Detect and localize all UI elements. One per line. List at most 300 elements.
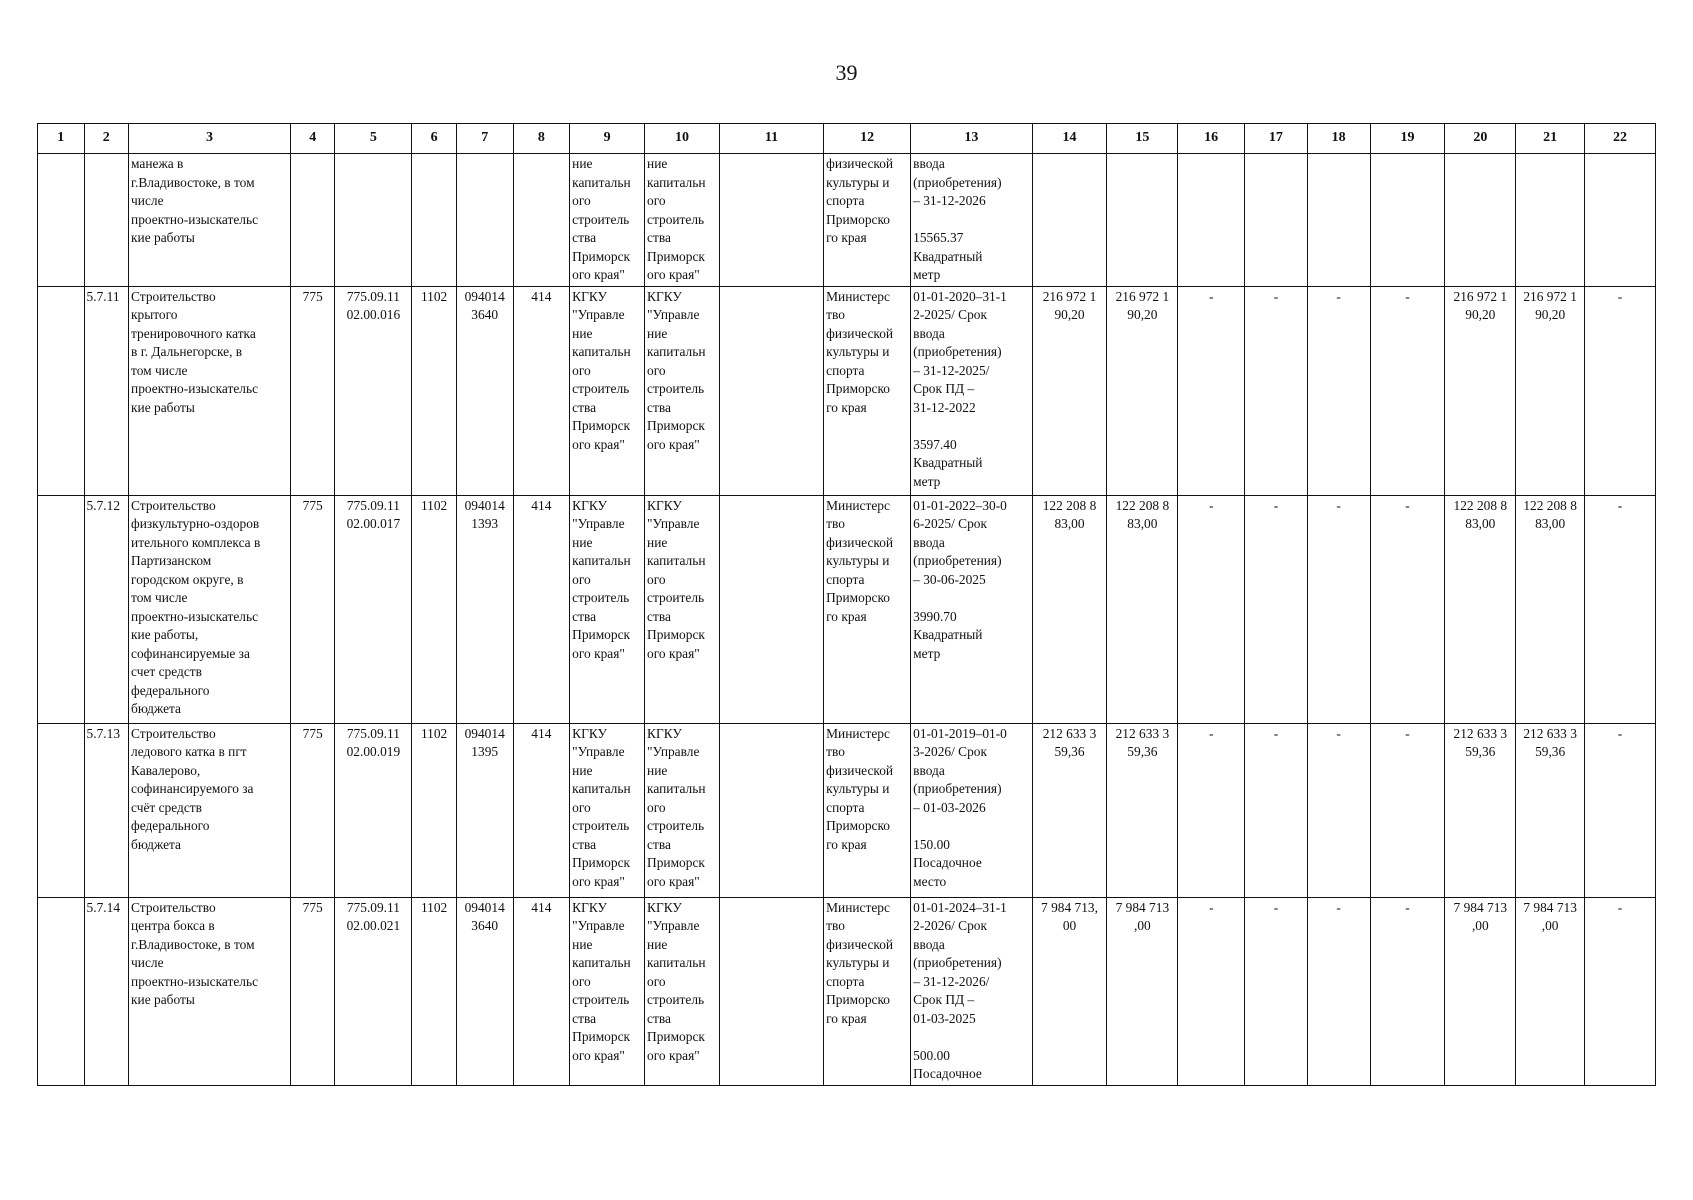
- cell-line: [459, 174, 511, 193]
- cell-line: тво: [826, 307, 845, 322]
- cell-line: Приморск: [647, 418, 705, 433]
- cell-col-8: [513, 154, 570, 287]
- col-header: 4: [290, 124, 335, 154]
- cell-line: 7 984 713: [1115, 899, 1170, 915]
- cell-line: 775.09.11: [346, 899, 400, 915]
- cell-line: 775.09.11: [346, 497, 400, 513]
- cell-line: Министерс: [826, 899, 890, 915]
- cell-col-16: -: [1178, 897, 1245, 1085]
- cell-line: "Управле: [647, 744, 700, 759]
- cell-line: "Управле: [647, 918, 700, 933]
- cell-col-1: [38, 495, 85, 723]
- cell-line: КГКУ: [572, 899, 607, 915]
- cell-line: Посадочное: [913, 855, 982, 870]
- cell-col-10: [645, 723, 720, 897]
- budget-table: [37, 123, 1656, 1086]
- cell-col-22: [1585, 154, 1656, 287]
- cell-col-5: [335, 495, 412, 723]
- cell-line: Министерс: [826, 288, 890, 304]
- cell-line: бюджета: [131, 836, 181, 852]
- cell-line: кие работы,: [131, 627, 199, 642]
- cell-col-20: [1445, 286, 1516, 495]
- cell-line: [913, 417, 1029, 436]
- cell-line: – 31-12-2025/: [913, 362, 990, 378]
- cell-line: 3640: [471, 307, 499, 322]
- cell-col-7: [456, 154, 513, 287]
- cell-line: физической: [826, 325, 894, 341]
- col-header: 11: [719, 124, 823, 154]
- cell-line: капитальн: [647, 553, 706, 568]
- cell-col-11: [719, 723, 823, 897]
- cell-line: 212 633 3: [1042, 725, 1097, 741]
- cell-line: 775.09.11: [346, 725, 400, 741]
- cell-col-14: [1032, 286, 1107, 495]
- cell-line: ого края": [647, 645, 700, 661]
- cell-line: физкультурно-оздоров: [131, 516, 260, 531]
- cell-line: ства: [647, 399, 671, 415]
- col-header: 13: [911, 124, 1032, 154]
- cell-line: 216 972 1: [1453, 288, 1508, 304]
- cell-line: спорта: [826, 799, 865, 815]
- cell-line: Приморско: [826, 381, 891, 396]
- cell-line: ого: [572, 973, 591, 989]
- cell-col-15: [1107, 723, 1178, 897]
- cell-col-19: [1370, 154, 1445, 287]
- cell-line: [913, 211, 1029, 230]
- cell-line: строитель: [647, 992, 705, 1007]
- col-header: 22: [1585, 124, 1656, 154]
- cell-col-13: [911, 723, 1032, 897]
- cell-col-8: 414: [513, 897, 570, 1085]
- cell-line: ого края": [572, 645, 625, 661]
- cell-line: ние: [572, 534, 593, 550]
- cell-line: ,00: [1541, 918, 1559, 933]
- cell-line: (приобретения): [913, 955, 1002, 970]
- cell-line: ого: [572, 193, 591, 208]
- cell-line: капитальн: [647, 955, 706, 970]
- cell-line: Кавалерово,: [131, 762, 201, 778]
- col-header: 1: [38, 124, 85, 154]
- cell-col-21: [1516, 495, 1585, 723]
- cell-col-15: [1107, 286, 1178, 495]
- cell-line: [1109, 155, 1175, 174]
- cell-line: капитальн: [572, 344, 631, 359]
- cell-line: 7 984 713: [1523, 899, 1577, 915]
- cell-line: [459, 155, 511, 174]
- cell-col-19: -: [1370, 286, 1445, 495]
- cell-line: 122 208 8: [1453, 497, 1508, 513]
- cell-col-9: [570, 495, 645, 723]
- cell-line: ства: [572, 836, 597, 852]
- col-header: 12: [824, 124, 911, 154]
- cell-col-18: -: [1307, 286, 1370, 495]
- cell-col-19: -: [1370, 897, 1445, 1085]
- cell-line: 90,20: [1054, 307, 1085, 322]
- cell-line: Приморск: [647, 1029, 705, 1044]
- cell-line: 094014: [464, 288, 505, 304]
- table-row: [38, 286, 1656, 495]
- cell-line: капитальн: [647, 174, 706, 190]
- cell-line: 01-01-2022–30-0: [913, 497, 1007, 513]
- cell-line: Приморск: [572, 418, 631, 433]
- cell-col-20: [1445, 897, 1516, 1085]
- cell-col-21: [1516, 723, 1585, 897]
- cell-col-13: [911, 897, 1032, 1085]
- cell-line: 59,36: [1127, 744, 1158, 759]
- cell-line: ого края": [572, 267, 625, 282]
- cell-col-11: [719, 495, 823, 723]
- col-header: 10: [645, 124, 720, 154]
- cell-line: го края: [826, 399, 867, 415]
- cell-line: КГКУ: [572, 288, 607, 304]
- cell-col-12: [824, 897, 911, 1085]
- cell-col-3: [129, 154, 291, 287]
- cell-line: 1393: [471, 516, 499, 531]
- cell-col-17: -: [1245, 723, 1308, 897]
- cell-col-19: -: [1370, 495, 1445, 723]
- cell-line: 7 984 713,: [1041, 899, 1098, 915]
- header-row: [38, 124, 1656, 154]
- cell-col-16: -: [1178, 723, 1245, 897]
- cell-line: 212 633 3: [1115, 725, 1170, 741]
- cell-line: Срок ПД –: [913, 992, 975, 1007]
- cell-line: метр: [913, 473, 941, 489]
- cell-line: 90,20: [1465, 307, 1496, 322]
- cell-col-16: -: [1178, 495, 1245, 723]
- cell-line: [913, 589, 1029, 608]
- col-header: 5: [335, 124, 412, 154]
- cell-col-13: [911, 495, 1032, 723]
- cell-col-1: [38, 286, 85, 495]
- cell-line: Министерс: [826, 725, 890, 741]
- cell-line: (приобретения): [913, 344, 1002, 359]
- cell-col-10: [645, 154, 720, 287]
- cell-line: 212 633 3: [1453, 725, 1508, 741]
- cell-line: физической: [826, 936, 894, 952]
- cell-line: 83,00: [1465, 516, 1496, 531]
- cell-col-15: [1107, 495, 1178, 723]
- cell-col-4: 775: [290, 897, 335, 1085]
- page-number: 39: [835, 60, 858, 85]
- cell-col-18: -: [1307, 723, 1370, 897]
- cell-col-14: [1032, 897, 1107, 1085]
- cell-col-2: 5.7.12: [84, 495, 129, 723]
- cell-line: спорта: [826, 193, 865, 208]
- cell-line: ства: [647, 1010, 671, 1026]
- col-header: 7: [456, 124, 513, 154]
- cell-col-2: 5.7.11: [84, 286, 129, 495]
- cell-line: "Управле: [572, 516, 625, 531]
- cell-col-20: [1445, 723, 1516, 897]
- cell-line: [1035, 155, 1105, 174]
- cell-line: 3990.70: [913, 608, 957, 624]
- cell-line: ительного комплекса в: [131, 534, 261, 550]
- cell-line: (приобретения): [913, 174, 1002, 190]
- cell-line: ого: [647, 571, 666, 587]
- cell-col-18: -: [1307, 495, 1370, 723]
- col-header: 18: [1307, 124, 1370, 154]
- cell-col-12: [824, 286, 911, 495]
- col-header: 17: [1245, 124, 1308, 154]
- cell-col-10: [645, 495, 720, 723]
- table-row: [38, 495, 1656, 723]
- cell-line: Приморск: [572, 855, 631, 870]
- cell-line: манежа в: [131, 156, 184, 171]
- cell-line: г.Владивостоке, в том: [131, 174, 255, 190]
- cell-line: 7 984 713: [1453, 899, 1508, 915]
- cell-line: кие работы: [131, 230, 195, 245]
- cell-line: городском округе, в: [131, 571, 244, 587]
- cell-line: Партизанском: [131, 553, 212, 568]
- cell-line: тво: [826, 516, 845, 531]
- cell-line: 2-2026/ Срок: [913, 918, 987, 933]
- cell-line: культуры и: [826, 781, 890, 796]
- cell-line: Приморско: [826, 818, 891, 833]
- cell-line: счёт средств: [131, 799, 202, 815]
- cell-col-13: [911, 154, 1032, 287]
- cell-col-16: -: [1178, 286, 1245, 495]
- cell-line: софинансируемые за: [131, 645, 250, 661]
- col-header: 9: [570, 124, 645, 154]
- cell-line: ввода: [913, 762, 945, 778]
- table-row: [38, 154, 1656, 287]
- cell-line: 83,00: [1535, 516, 1566, 531]
- cell-line: ,00: [1471, 918, 1489, 933]
- cell-line: строитель: [572, 211, 630, 227]
- cell-line: Приморск: [572, 1029, 631, 1044]
- cell-line: го края: [826, 836, 867, 852]
- cell-line: Приморск: [647, 855, 705, 870]
- cell-line: КГКУ: [647, 725, 682, 741]
- cell-line: КГКУ: [647, 288, 682, 304]
- cell-col-16: [1178, 154, 1245, 287]
- cell-line: проектно-изыскательс: [131, 211, 259, 227]
- cell-line: Строительство: [131, 497, 216, 513]
- cell-line: строитель: [572, 992, 630, 1007]
- cell-col-5: [335, 154, 412, 287]
- cell-line: 02.00.021: [346, 918, 401, 933]
- cell-col-2: 5.7.13: [84, 723, 129, 897]
- cell-line: КГКУ: [647, 899, 682, 915]
- cell-col-7: [456, 897, 513, 1085]
- col-header: 6: [412, 124, 457, 154]
- cell-line: ого края": [647, 873, 700, 889]
- cell-line: КГКУ: [572, 497, 607, 513]
- cell-col-8: 414: [513, 495, 570, 723]
- cell-col-12: [824, 723, 911, 897]
- cell-line: [337, 155, 409, 174]
- cell-col-10: [645, 286, 720, 495]
- cell-line: г.Владивостоке, в том: [131, 936, 255, 952]
- cell-line: Приморско: [826, 992, 891, 1007]
- cell-line: ние: [647, 534, 668, 550]
- table-row: [38, 723, 1656, 897]
- cell-line: Министерс: [826, 497, 890, 513]
- cell-line: 3-2026/ Срок: [913, 744, 987, 759]
- cell-col-18: [1307, 154, 1370, 287]
- cell-line: ого края": [647, 436, 700, 452]
- cell-line: культуры и: [826, 344, 890, 359]
- cell-line: 02.00.017: [346, 516, 401, 531]
- cell-col-1: [38, 154, 85, 287]
- col-header: 3: [129, 124, 291, 154]
- cell-line: "Управле: [647, 516, 700, 531]
- cell-line: ввода: [913, 156, 945, 171]
- cell-line: ого: [572, 571, 591, 587]
- cell-line: строитель: [572, 590, 630, 605]
- cell-line: Квадратный: [913, 455, 983, 470]
- cell-col-7: [456, 723, 513, 897]
- cell-col-21: [1516, 154, 1585, 287]
- table-row: [38, 897, 1656, 1085]
- cell-line: числе: [131, 955, 164, 970]
- cell-line: ого: [647, 973, 666, 989]
- cell-col-4: 775: [290, 495, 335, 723]
- cell-line: ого края": [572, 436, 625, 452]
- cell-line: [337, 174, 409, 193]
- cell-line: 01-01-2019–01-0: [913, 725, 1007, 741]
- cell-line: центра бокса в: [131, 918, 215, 933]
- cell-line: том числе: [131, 362, 188, 378]
- cell-line: 216 972 1: [1115, 288, 1170, 304]
- cell-line: ства: [572, 608, 597, 624]
- cell-col-6: 1102: [412, 495, 457, 723]
- cell-line: ого: [572, 799, 591, 815]
- cell-line: федерального: [131, 818, 210, 833]
- cell-line: "Управле: [647, 307, 700, 322]
- cell-line: 02.00.019: [346, 744, 401, 759]
- cell-line: 2-2025/ Срок: [913, 307, 987, 322]
- cell-col-4: [290, 154, 335, 287]
- cell-line: строитель: [647, 590, 705, 605]
- cell-line: метр: [913, 267, 941, 282]
- cell-line: "Управле: [572, 307, 625, 322]
- cell-line: ние: [572, 325, 593, 341]
- cell-line: проектно-изыскательс: [131, 608, 259, 624]
- cell-line: 122 208 8: [1115, 497, 1170, 513]
- cell-line: Строительство: [131, 288, 216, 304]
- cell-line: Приморск: [572, 248, 631, 264]
- cell-line: – 31-12-2026: [913, 193, 986, 208]
- cell-line: ние: [647, 325, 668, 341]
- cell-line: 59,36: [1054, 744, 1085, 759]
- cell-line: 094014: [464, 497, 505, 513]
- cell-col-13: [911, 286, 1032, 495]
- cell-line: 500.00: [913, 1047, 950, 1063]
- cell-line: метр: [913, 645, 941, 661]
- cell-line: капитальн: [572, 553, 631, 568]
- cell-line: 150.00: [913, 836, 950, 852]
- cell-line: тренировочного катка: [131, 325, 256, 341]
- cell-col-22: -: [1585, 286, 1656, 495]
- cell-line: спорта: [826, 973, 865, 989]
- cell-line: проектно-изыскательс: [131, 381, 259, 396]
- cell-col-21: [1516, 286, 1585, 495]
- cell-line: [1447, 155, 1513, 174]
- cell-line: капитальн: [572, 174, 631, 190]
- cell-line: ства: [647, 608, 671, 624]
- cell-line: ние: [647, 936, 668, 952]
- cell-col-6: 1102: [412, 897, 457, 1085]
- cell-line: [1109, 174, 1175, 193]
- cell-col-2: [84, 154, 129, 287]
- cell-line: Приморск: [647, 627, 705, 642]
- cell-line: 122 208 8: [1042, 497, 1097, 513]
- cell-line: 83,00: [1054, 516, 1085, 531]
- cell-col-11: [719, 897, 823, 1085]
- cell-line: (приобретения): [913, 781, 1002, 796]
- cell-line: ледового катка в пгт: [131, 744, 247, 759]
- cell-line: строитель: [647, 381, 705, 396]
- cell-line: место: [913, 873, 947, 889]
- cell-line: культуры и: [826, 553, 890, 568]
- cell-col-14: [1032, 154, 1107, 287]
- cell-col-19: -: [1370, 723, 1445, 897]
- cell-line: 02.00.016: [346, 307, 401, 322]
- cell-line: Посадочное: [913, 1066, 982, 1081]
- cell-line: Приморско: [826, 211, 891, 227]
- cell-line: го края: [826, 608, 867, 624]
- cell-col-22: -: [1585, 495, 1656, 723]
- cell-col-17: [1245, 154, 1308, 287]
- cell-line: крытого: [131, 307, 178, 322]
- cell-line: 6-2025/ Срок: [913, 516, 987, 531]
- cell-line: 59,36: [1465, 744, 1496, 759]
- cell-line: ввода: [913, 325, 945, 341]
- cell-line: Приморск: [572, 627, 631, 642]
- cell-col-15: [1107, 897, 1178, 1085]
- cell-line: 216 972 1: [1042, 288, 1097, 304]
- col-header: 2: [84, 124, 129, 154]
- cell-line: ства: [647, 230, 671, 245]
- cell-line: ние: [572, 156, 593, 171]
- cell-line: 094014: [464, 725, 505, 741]
- cell-line: капитальн: [647, 781, 706, 796]
- cell-line: ого края": [572, 873, 625, 889]
- cell-line: 90,20: [1535, 307, 1566, 322]
- cell-col-1: [38, 723, 85, 897]
- cell-line: КГКУ: [647, 497, 682, 513]
- cell-line: кие работы: [131, 399, 195, 415]
- col-header: 14: [1032, 124, 1107, 154]
- cell-line: Квадратный: [913, 627, 983, 642]
- col-header: 15: [1107, 124, 1178, 154]
- cell-col-2: 5.7.14: [84, 897, 129, 1085]
- cell-line: спорта: [826, 362, 865, 378]
- cell-line: 094014: [464, 899, 505, 915]
- cell-line: ого: [572, 362, 591, 378]
- cell-line: 1395: [471, 744, 499, 759]
- cell-line: Приморско: [826, 590, 891, 605]
- cell-line: 83,00: [1127, 516, 1158, 531]
- cell-line: физической: [826, 534, 894, 550]
- cell-col-9: [570, 897, 645, 1085]
- col-header: 19: [1370, 124, 1445, 154]
- cell-col-4: 775: [290, 723, 335, 897]
- cell-line: 00: [1062, 918, 1077, 933]
- cell-col-1: [38, 897, 85, 1085]
- cell-col-9: [570, 723, 645, 897]
- cell-col-20: [1445, 495, 1516, 723]
- cell-line: 90,20: [1127, 307, 1158, 322]
- cell-line: 775.09.11: [346, 288, 400, 304]
- cell-line: [1035, 174, 1105, 193]
- cell-line: строитель: [647, 211, 705, 227]
- cell-col-12: [824, 154, 911, 287]
- cell-line: проектно-изыскательс: [131, 973, 259, 989]
- cell-line: культуры и: [826, 174, 890, 190]
- cell-col-9: [570, 154, 645, 287]
